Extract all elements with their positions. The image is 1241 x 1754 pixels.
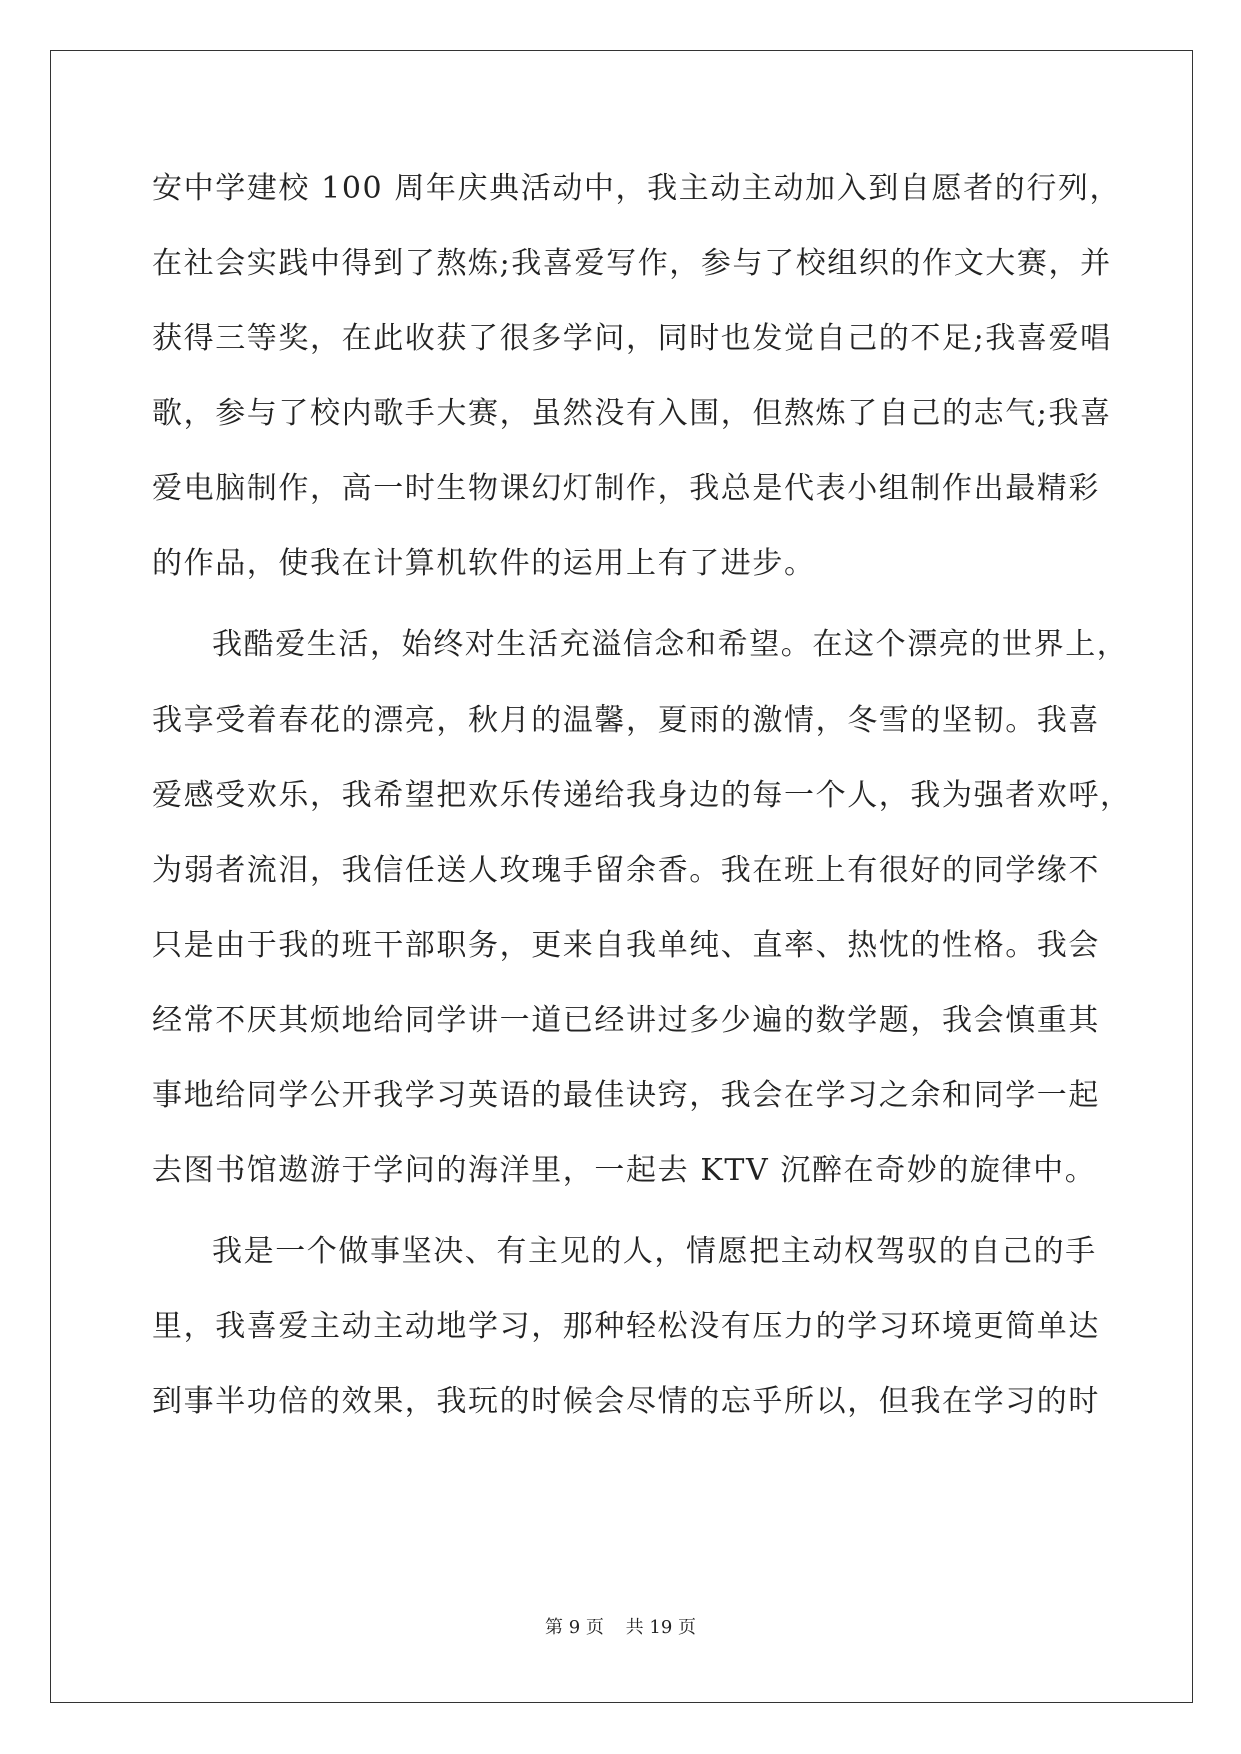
text-line-15: 我是一个做事坚决、有主见的人，情愿把主动权驾驭的自己的手: [212, 1234, 1097, 1269]
text-line-13: 事地给同学公开我学习英语的最佳诀窍，我会在学习之余和同学一起: [152, 1078, 1100, 1113]
text-line-3: 获得三等奖，在此收获了很多学问，同时也发觉自己的不足;我喜爱唱: [152, 321, 1112, 356]
text-line-2: 在社会实践中得到了熬炼;我喜爱写作，参与了校组织的作文大赛，并: [152, 246, 1112, 281]
page-number: 第 9 页: [545, 1617, 604, 1638]
text-line-7: 我酷爱生活，始终对生活充溢信念和希望。在这个漂亮的世界上，: [212, 627, 1129, 662]
text-line-14: 去图书馆遨游于学问的海洋里，一起去 KTV 沉醉在奇妙的旋律中。: [152, 1153, 1097, 1188]
text-line-8: 我享受着春花的漂亮，秋月的温馨，夏雨的激情，冬雪的坚韧。我喜: [152, 703, 1100, 738]
text-line-17: 到事半功倍的效果，我玩的时候会尽情的忘乎所以，但我在学习的时: [152, 1384, 1100, 1419]
page-footer: [0, 1617, 1241, 1639]
text-line-12: 经常不厌其烦地给同学讲一道已经讲过多少遍的数学题，我会慎重其: [152, 1003, 1100, 1038]
text-line-4: 歌，参与了校内歌手大赛，虽然没有入围，但熬炼了自己的志气;我喜: [152, 396, 1112, 431]
text-line-11: 只是由于我的班干部职务，更来自我单纯、直率、热忱的性格。我会: [152, 928, 1100, 963]
text-line-9: 爱感受欢乐，我希望把欢乐传递给我身边的每一个人，我为强者欢呼，: [152, 778, 1132, 813]
page-total: 共 19 页: [625, 1617, 696, 1638]
text-line-6: 的作品，使我在计算机软件的运用上有了进步。: [152, 546, 816, 581]
text-line-1: 安中学建校 100 周年庆典活动中，我主动主动加入到自愿者的行列，: [152, 171, 1122, 206]
text-line-16: 里，我喜爱主动主动地学习，那种轻松没有压力的学习环境更简单达: [152, 1309, 1100, 1344]
text-line-10: 为弱者流泪，我信任送人玫瑰手留余香。我在班上有很好的同学缘不: [152, 853, 1100, 888]
text-line-5: 爱电脑制作，高一时生物课幻灯制作，我总是代表小组制作出最精彩: [152, 471, 1100, 506]
